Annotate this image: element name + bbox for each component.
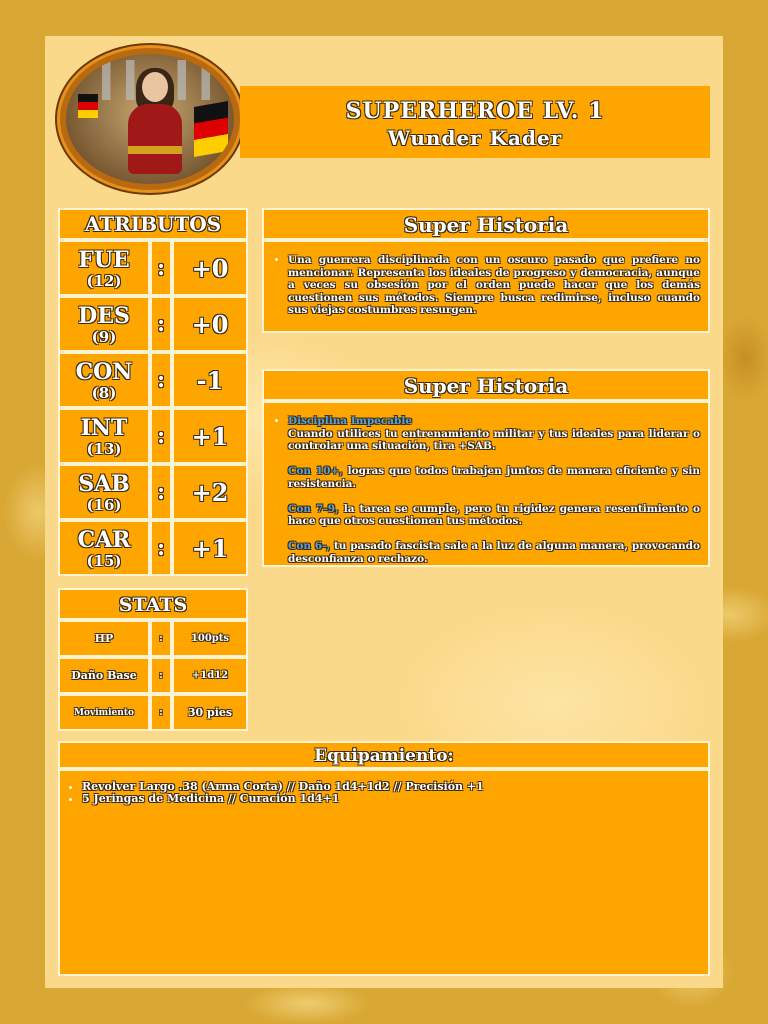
attribute-separator: : (150, 296, 172, 352)
attribute-score: (13) (86, 440, 122, 458)
stat-value: +1d12 (172, 657, 248, 694)
stat-label: Daño Base (58, 657, 150, 694)
attribute-row (58, 240, 248, 296)
attribute-modifier: +2 (172, 464, 248, 520)
attribute-name: FUE (78, 247, 130, 273)
history-title: Super Historia (262, 208, 710, 240)
attribute-separator: : (150, 464, 172, 520)
stat-row (58, 694, 248, 731)
flag-icon (78, 94, 98, 118)
history-body (262, 240, 710, 333)
attribute-name-cell (58, 520, 150, 576)
attribute-name-cell (58, 408, 150, 464)
history-text: • Una guerrera disciplinada con un oscuro pasado que prefiere no mencionar. Representa los ideales de progreso y democracia, aunque a veces su obsesión por el orden puede hacer que los demás cuestionen sus métodos. Siempre busca redimirse, incluso cuando sus viejas costumbres resurgen. (288, 254, 700, 317)
stat-value: 30 pies (172, 694, 248, 731)
attribute-row (58, 520, 248, 576)
class-level: SUPERHEROE LV. 1 (345, 98, 605, 124)
attribute-modifier: +0 (172, 240, 248, 296)
attribute-separator: : (150, 352, 172, 408)
attribute-name: INT (80, 415, 128, 441)
attribute-name: CON (75, 359, 133, 385)
attribute-name-cell (58, 352, 150, 408)
equipment-body (58, 769, 710, 976)
header-banner (240, 86, 710, 158)
attribute-modifier: -1 (172, 352, 248, 408)
move-intro: Cuando utilices tu entrenamiento militar y tus ideales para liderar o controlar una situación, tira +SAB. (288, 427, 700, 452)
character-portrait (60, 48, 240, 190)
attribute-name-cell (58, 240, 150, 296)
outcome-text: logras que todos trabajen juntos de manera eficiente y sin resistencia. (288, 465, 700, 490)
outcome-label: Con 6-, (288, 540, 331, 552)
attributes-table (58, 240, 248, 576)
attribute-score: (16) (86, 496, 122, 514)
stat-separator: : (150, 657, 172, 694)
attribute-score: (12) (86, 272, 122, 290)
attribute-name-cell (58, 296, 150, 352)
attribute-score: (9) (91, 328, 117, 346)
attribute-row (58, 464, 248, 520)
attribute-name: CAR (77, 527, 131, 553)
attribute-row (58, 296, 248, 352)
attribute-modifier: +1 (172, 520, 248, 576)
move-name: Disciplina Impecable (288, 415, 413, 427)
attributes-title: ATRIBUTOS (58, 208, 248, 240)
attribute-row (58, 408, 248, 464)
stat-separator: : (150, 620, 172, 657)
stats-table (58, 620, 248, 731)
outcome-label: Con 7-9, (288, 502, 339, 515)
equipment-item: • 5 Jeringas de Medicina // Curación 1d4+1 (82, 793, 700, 805)
attribute-modifier: +1 (172, 408, 248, 464)
stat-label: Movimiento (58, 694, 150, 731)
attribute-modifier: +0 (172, 296, 248, 352)
character-name: Wunder Kader (387, 126, 563, 150)
attribute-score: (8) (91, 384, 117, 402)
stat-value: 100pts (172, 620, 248, 657)
stat-separator: : (150, 694, 172, 731)
moves-body (262, 401, 710, 567)
attribute-separator: : (150, 240, 172, 296)
stat-row (58, 620, 248, 657)
attribute-name: DES (78, 303, 130, 329)
outcome-label: Con 10+, (288, 465, 343, 477)
attribute-name-cell (58, 464, 150, 520)
attribute-score: (15) (86, 552, 122, 570)
moves-title: Super Historia (262, 369, 710, 401)
attribute-separator: : (150, 408, 172, 464)
equipment-item: • Revolver Largo .38 (Arma Corta) // Daño 1d4+1d2 // Precisión +1 (82, 781, 700, 793)
attribute-name: SAB (78, 471, 130, 497)
attribute-row (58, 352, 248, 408)
stats-title: STATS (58, 588, 248, 620)
flag-icon (194, 101, 228, 157)
outcome-text: la tarea se cumple, pero tu rigidez genera resentimiento o hace que otros cuestionen tus métodos. (288, 502, 701, 527)
stat-label: HP (58, 620, 150, 657)
equipment-title: Equipamiento: (58, 741, 710, 769)
attribute-separator: : (150, 520, 172, 576)
outcome-text: tu pasado fascista sale a la luz de alguna manera, provocando desconfianza o rechazo. (288, 540, 700, 565)
stat-row (58, 657, 248, 694)
